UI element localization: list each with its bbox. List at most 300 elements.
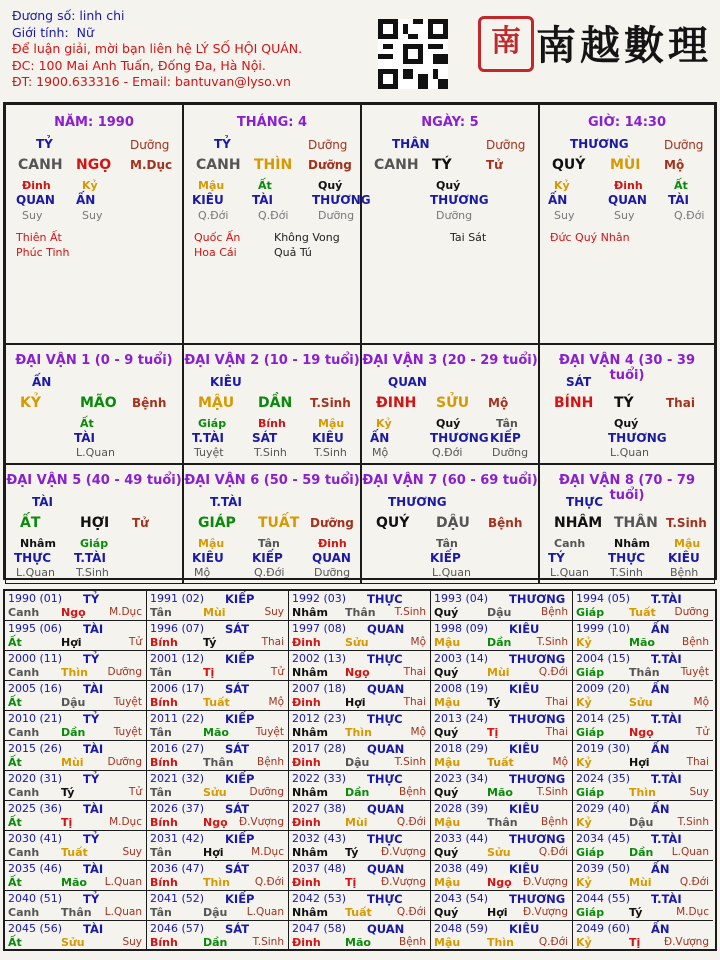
year-cell [431, 801, 573, 831]
luck-pillar-title: ĐẠI VẬN 3 (20 - 29 tuổi) [362, 353, 538, 368]
special-star: Quả Tú [274, 246, 312, 259]
year-cell [147, 891, 289, 921]
hidden-stem-god: TÀI [668, 193, 690, 207]
year-branch: Tị [629, 936, 641, 949]
year-label: 2032 (43) [292, 832, 347, 845]
hidden-stem-stage: Suy [554, 209, 575, 222]
year-label: 2008 (19) [434, 682, 489, 695]
year-label: 2048 (59) [434, 922, 489, 935]
year-branch: Thìn [629, 786, 656, 799]
year-stem-god: KIÊU [509, 922, 540, 936]
hidden-stem: Kỷ [82, 179, 98, 192]
year-stem-god: ẤN [651, 622, 670, 636]
year-label: 2040 (51) [8, 892, 63, 905]
year-cell [573, 741, 713, 771]
luck-pillar-title: ĐẠI VẬN 4 (30 - 39 tuổi) [559, 353, 695, 383]
luck-hidden-stage: T.Sinh [76, 566, 109, 579]
heavenly-stem: CANH [18, 157, 63, 173]
luck-pillar-title: ĐẠI VẬN 7 (60 - 69 tuổi) [362, 473, 538, 488]
year-branch: Dần [203, 936, 228, 949]
luck-stem-god: TÀI [32, 495, 54, 509]
year-cell [573, 621, 713, 651]
year-stem: Kỷ [576, 936, 592, 949]
luck-hidden-stem: Giáp [198, 417, 227, 430]
year-stage: Tuyệt [113, 726, 142, 738]
red-seal-icon: 南 [478, 16, 534, 72]
pillar-cell [539, 104, 715, 344]
year-stem: Nhâm [292, 726, 328, 739]
year-stem-god: QUAN [367, 862, 405, 876]
year-cell [147, 591, 289, 621]
brand-logo [478, 10, 714, 82]
year-cell [431, 861, 573, 891]
year-stem-god: THƯƠNG [509, 772, 566, 786]
year-branch: Thìn [487, 936, 514, 949]
year-branch: Tý [629, 906, 643, 919]
year-cell [147, 861, 289, 891]
year-stage: Suy [689, 786, 709, 798]
luck-heavenly-stem: KỶ [20, 395, 41, 411]
year-cell [573, 591, 713, 621]
year-stage: L.Quan [104, 876, 142, 888]
year-stem: Canh [8, 606, 40, 619]
year-cell [431, 681, 573, 711]
year-stem-god: TÀI [83, 622, 104, 636]
year-stem: Kỷ [576, 756, 592, 769]
year-label: 1992 (03) [292, 592, 347, 605]
year-branch: Tý [345, 846, 359, 859]
year-stem: Tân [150, 606, 172, 619]
luck-stem-god: SÁT [566, 375, 592, 389]
luck-stem-god: THỰC [566, 495, 604, 509]
luck-hidden-stage: T.Sinh [610, 566, 643, 579]
year-stage: Dưỡng [107, 666, 142, 678]
luck-hidden-stem: Tân [496, 417, 518, 430]
luck-hidden-stage: Bệnh [670, 566, 699, 579]
year-label: 2024 (35) [576, 772, 631, 785]
luck-stem-god: KIÊU [210, 375, 242, 389]
year-label: 2015 (26) [8, 742, 63, 755]
year-stem: Giáp [576, 846, 605, 859]
brand-text: 南越數理 [536, 22, 712, 69]
year-branch: Mùi [487, 666, 510, 679]
year-stem: Đinh [292, 816, 321, 829]
year-stem: Đinh [292, 876, 321, 889]
year-stage: T.Sinh [394, 606, 426, 618]
luck-heavenly-stem: QUÝ [376, 515, 410, 531]
luck-hidden-god: ẤN [370, 431, 390, 445]
luck-hidden-stage: L.Quan [610, 446, 649, 459]
luck-stem-god: THƯƠNG [388, 495, 447, 509]
year-branch: Ngọ [487, 876, 512, 889]
year-stem: Tân [150, 726, 172, 739]
luck-hidden-stem: Giáp [80, 537, 109, 550]
luck-heavenly-stem: NHÂM [554, 515, 603, 531]
year-label: 2011 (22) [150, 712, 205, 725]
year-branch: Dậu [61, 696, 86, 709]
luck-hidden-stem: Đinh [318, 537, 347, 550]
year-stage: T.Sinh [536, 636, 568, 648]
year-branch: Ngọ [203, 816, 228, 829]
luck-hidden-god: TÀI [74, 431, 96, 445]
year-branch: Sửu [203, 786, 227, 799]
luck-pillar-cell [361, 464, 539, 584]
year-branch: Tị [61, 816, 73, 829]
pillar-top-stage: Dưỡng [308, 138, 348, 152]
year-stem: Nhâm [292, 906, 328, 919]
year-stage: T.Sinh [394, 756, 426, 768]
luck-hidden-stem: Ất [80, 417, 94, 430]
year-stem-god: T.TÀI [651, 772, 682, 786]
year-stem-god: QUAN [367, 802, 405, 816]
year-stem-god: THƯƠNG [509, 892, 566, 906]
luck-hidden-stem: Quý [614, 417, 639, 430]
luck-hidden-stage: Tuyệt [194, 446, 224, 459]
year-stem-god: THỰC [367, 712, 403, 726]
year-stem-god: KIÊU [509, 862, 540, 876]
pillar-stem-god: THÂN [392, 137, 430, 151]
year-label: 2003 (14) [434, 652, 489, 665]
year-label: 2028 (39) [434, 802, 489, 815]
year-stem-god: KIÊU [509, 682, 540, 696]
year-cell [573, 651, 713, 681]
year-cell [431, 591, 573, 621]
year-label: 2009 (20) [576, 682, 631, 695]
year-branch: Thìn [203, 876, 230, 889]
luck-hidden-stage: T.Sinh [314, 446, 347, 459]
year-label: 2019 (30) [576, 742, 631, 755]
luck-hidden-god: KIÊU [312, 431, 344, 445]
year-stage: Tuyệt [113, 696, 142, 708]
year-cell [5, 681, 147, 711]
luck-heavenly-stem: ẤT [20, 515, 41, 531]
year-cell [147, 771, 289, 801]
year-label: 2010 (21) [8, 712, 63, 725]
year-stem-god: TỶ [83, 832, 100, 846]
year-cell [5, 921, 147, 951]
year-cell [573, 681, 713, 711]
year-stage: Tử [270, 666, 284, 678]
luck-hidden-god: SÁT [252, 431, 278, 445]
year-branch: Hợi [61, 636, 82, 649]
year-branch: Thân [487, 816, 518, 829]
luck-hidden-stem: Nhâm [20, 537, 56, 550]
year-stage: Đ.Vượng [522, 876, 568, 888]
year-cell [289, 741, 431, 771]
year-stem-god: THƯƠNG [509, 712, 566, 726]
luck-hidden-stem: Mậu [198, 537, 225, 550]
luck-hidden-god: TÝ [548, 551, 565, 565]
hidden-stem-stage: Dưỡng [436, 209, 473, 222]
year-stage: M.Dục [109, 606, 142, 618]
year-stage: Suy [122, 846, 142, 858]
year-branch: Thìn [61, 666, 88, 679]
year-stem-god: THỰC [367, 592, 403, 606]
year-stage: Tử [128, 636, 142, 648]
year-branch: Tý [61, 786, 75, 799]
luck-branch-stage: Bệnh [132, 396, 167, 410]
year-stage: Đ.Vượng [238, 816, 284, 828]
year-cell [431, 741, 573, 771]
year-branch: Tị [203, 666, 215, 679]
year-stem-god: TÀI [83, 862, 104, 876]
year-cell [431, 891, 573, 921]
year-cell [5, 741, 147, 771]
special-star: Thiên Ất [16, 231, 62, 244]
year-branch: Dậu [487, 606, 512, 619]
year-branch: Hợi [203, 846, 224, 859]
year-stem: Canh [8, 906, 40, 919]
year-stage: Q.Đới [538, 846, 568, 858]
luck-branch-stage: T.Sinh [666, 516, 707, 530]
year-stem: Tân [150, 666, 172, 679]
year-stem: Quý [434, 606, 459, 619]
year-stage: L.Quan [246, 906, 284, 918]
year-label: 2001 (12) [150, 652, 205, 665]
year-stem-god: SÁT [225, 742, 250, 756]
heavenly-stem: CANH [374, 157, 419, 173]
luck-heavenly-stem: BÍNH [554, 395, 594, 411]
luck-earthly-branch: DẦN [258, 395, 293, 411]
year-stem-god: ẤN [651, 742, 670, 756]
year-stage: Thai [403, 666, 426, 678]
year-stage: Đ.Vượng [380, 876, 426, 888]
year-stage: L.Quan [104, 906, 142, 918]
heavenly-stem: QUÝ [552, 157, 586, 173]
year-stem: Quý [434, 666, 459, 679]
year-label: 2007 (18) [292, 682, 347, 695]
luck-hidden-god: THƯƠNG [430, 431, 489, 445]
year-branch: Sửu [345, 636, 369, 649]
address-line: ĐC: 100 Mai Anh Tuấn, Đống Đa, Hà Nội. [12, 57, 266, 73]
year-cell [431, 651, 573, 681]
year-stem: Ất [8, 936, 22, 949]
year-label: 2038 (49) [434, 862, 489, 875]
pillar-branch-stage: Dưỡng [308, 158, 352, 172]
year-stem-god: KIẾP [225, 832, 255, 846]
year-label: 2013 (24) [434, 712, 489, 725]
year-stage: T.Sinh [536, 786, 568, 798]
pillar-title: NĂM: 1990 [54, 115, 134, 130]
year-branch: Tị [487, 726, 499, 739]
year-label: 2034 (45) [576, 832, 631, 845]
year-stage: Dưỡng [674, 606, 709, 618]
gender: Giới tính: Nữ [12, 24, 94, 40]
year-stem-god: SÁT [225, 862, 250, 876]
hidden-stem-stage: Dưỡng [318, 209, 355, 222]
luck-pillar-cell [5, 344, 183, 464]
year-stem: Canh [8, 726, 40, 739]
year-stem-god: KIẾP [225, 892, 255, 906]
year-stage: Đ.Vượng [663, 936, 709, 948]
year-cell [5, 651, 147, 681]
year-stem: Giáp [576, 786, 605, 799]
year-branch: Tuất [629, 606, 656, 619]
year-label: 2045 (56) [8, 922, 63, 935]
year-branch: Mão [61, 876, 87, 889]
year-stem-god: T.TÀI [651, 592, 682, 606]
year-branch: Tuất [203, 696, 230, 709]
year-cell [431, 711, 573, 741]
owner-name: Đương số: linh chi [12, 8, 125, 23]
year-label: 2016 (27) [150, 742, 205, 755]
year-branch: Thân [203, 756, 234, 769]
year-branch: Tý [203, 636, 217, 649]
luck-pillar-cell [5, 464, 183, 584]
hidden-stem-stage: Suy [82, 209, 103, 222]
year-label: 1994 (05) [576, 592, 631, 605]
special-star: Hoa Cái [194, 246, 237, 259]
year-label: 2039 (50) [576, 862, 631, 875]
year-stem: Đinh [292, 756, 321, 769]
hidden-stem: Đinh [22, 179, 51, 192]
earthly-branch: THÌN [254, 157, 293, 173]
contact-line: Để luận giải, mời bạn liên hệ LÝ SỐ HỘI QUÁN. [12, 41, 303, 56]
year-stage: Q.Đới [254, 876, 284, 888]
luck-hidden-stem: Tân [258, 537, 280, 550]
hidden-stem-god: ẤN [76, 193, 96, 207]
year-branch: Dậu [629, 816, 654, 829]
luck-pillar-title: ĐẠI VẬN 1 (0 - 9 tuổi) [15, 353, 173, 368]
luck-pillar-cell [183, 344, 361, 464]
year-branch: Mão [629, 636, 655, 649]
year-stem: Ất [8, 696, 22, 709]
year-branch: Mão [487, 786, 513, 799]
year-stage: Mộ [410, 726, 426, 738]
hidden-stem-god: THƯƠNG [430, 193, 489, 207]
hidden-stem-god: QUAN [16, 193, 55, 207]
year-cell [289, 681, 431, 711]
year-stem-god: TỶ [83, 892, 100, 906]
pillar-title: NGÀY: 5 [421, 115, 479, 130]
year-stem: Quý [434, 786, 459, 799]
hidden-stem: Mậu [198, 179, 225, 192]
year-branch: Mùi [203, 606, 226, 619]
luck-hidden-stage: L.Quan [16, 566, 55, 579]
year-stem: Đinh [292, 636, 321, 649]
luck-pillar-cell [539, 344, 715, 464]
luck-earthly-branch: DẬU [436, 515, 470, 531]
year-stem-god: SÁT [225, 622, 250, 636]
year-stem-god: ẤN [651, 802, 670, 816]
year-stem: Kỷ [576, 876, 592, 889]
year-stage: Suy [264, 606, 284, 618]
hidden-stem-stage: Q.Đới [258, 209, 289, 222]
year-stem: Tân [150, 846, 172, 859]
luck-hidden-stage: Q.Đới [254, 566, 285, 579]
year-label: 1998 (09) [434, 622, 489, 635]
year-branch: Hợi [345, 696, 366, 709]
year-label: 1999 (10) [576, 622, 631, 635]
year-stage: L.Quan [671, 846, 709, 858]
luck-hidden-stage: Dưỡng [492, 446, 529, 459]
year-stage: Mộ [552, 756, 568, 768]
luck-pillar-title: ĐẠI VẬN 6 (50 - 59 tuổi) [184, 473, 360, 488]
year-stage: Đ.Vượng [380, 846, 426, 858]
year-stem: Mậu [434, 696, 461, 709]
hidden-stem-god: QUAN [608, 193, 647, 207]
year-branch: Thân [629, 666, 660, 679]
year-stem: Đinh [292, 696, 321, 709]
luck-hidden-god: THỰC [608, 551, 646, 565]
pillar-top-stage: Dưỡng [130, 138, 170, 152]
year-branch: Tý [487, 696, 501, 709]
hidden-stem-stage: Suy [614, 209, 635, 222]
phone-email-line: ĐT: 1900.633316 - Email: bantuvan@lyso.vn [12, 74, 291, 89]
luck-hidden-stem: Nhâm [614, 537, 650, 550]
year-stage: Mộ [693, 696, 709, 708]
year-branch: Mão [345, 936, 371, 949]
year-cell [5, 621, 147, 651]
year-cell [147, 681, 289, 711]
annual-luck-table [3, 589, 717, 951]
year-label: 2049 (60) [576, 922, 631, 935]
pillar-cell [5, 104, 183, 344]
year-branch: Tị [345, 876, 357, 889]
year-stem-god: KIẾP [225, 712, 255, 726]
year-branch: Tuất [61, 846, 88, 859]
luck-branch-stage: Mộ [488, 396, 509, 410]
year-stem: Canh [8, 666, 40, 679]
pillar-stem-god: TỶ [214, 137, 231, 151]
year-cell [5, 591, 147, 621]
year-stem-god: TỶ [83, 772, 100, 786]
year-branch: Dậu [345, 756, 370, 769]
luck-hidden-stage: Mộ [194, 566, 211, 579]
year-cell [5, 861, 147, 891]
luck-hidden-god: T.TÀI [192, 431, 224, 445]
year-stem: Quý [434, 906, 459, 919]
luck-branch-stage: Thai [666, 396, 695, 410]
year-stem-god: KIẾP [225, 592, 255, 606]
year-label: 1990 (01) [8, 592, 63, 605]
luck-earthly-branch: HỢI [80, 515, 110, 531]
year-stem-god: THỰC [367, 652, 403, 666]
year-stem-god: THỰC [367, 772, 403, 786]
year-cell [147, 921, 289, 951]
hidden-stem-god: TÀI [252, 193, 274, 207]
year-stage: Bệnh [399, 786, 426, 798]
year-stem-god: ẤN [651, 922, 670, 936]
special-star: Quốc Ấn [194, 231, 241, 244]
qr-code-icon [378, 18, 448, 90]
year-stage: Dưỡng [249, 786, 284, 798]
pillar-title: THÁNG: 4 [236, 115, 308, 130]
year-stem-god: QUAN [367, 622, 405, 636]
year-stem-god: TỶ [83, 592, 100, 606]
year-label: 2017 (28) [292, 742, 347, 755]
year-branch: Mùi [629, 876, 652, 889]
year-stem-god: SÁT [225, 802, 250, 816]
earthly-branch: TÝ [432, 157, 452, 173]
year-cell [431, 771, 573, 801]
year-label: 2021 (32) [150, 772, 205, 785]
year-stem-god: T.TÀI [651, 712, 682, 726]
luck-pillar-cell [361, 344, 539, 464]
year-stem-god: THƯƠNG [509, 832, 566, 846]
hidden-stem: Ất [258, 179, 272, 192]
luck-hidden-stage: L.Quan [76, 446, 115, 459]
year-label: 2004 (15) [576, 652, 631, 665]
year-cell [147, 741, 289, 771]
year-label: 2036 (47) [150, 862, 205, 875]
year-stem: Ất [8, 756, 22, 769]
year-stem-god: T.TÀI [651, 652, 682, 666]
year-stem: Mậu [434, 816, 461, 829]
year-stem-god: T.TÀI [651, 832, 682, 846]
year-branch: Sửu [487, 846, 511, 859]
year-stem: Nhâm [292, 606, 328, 619]
